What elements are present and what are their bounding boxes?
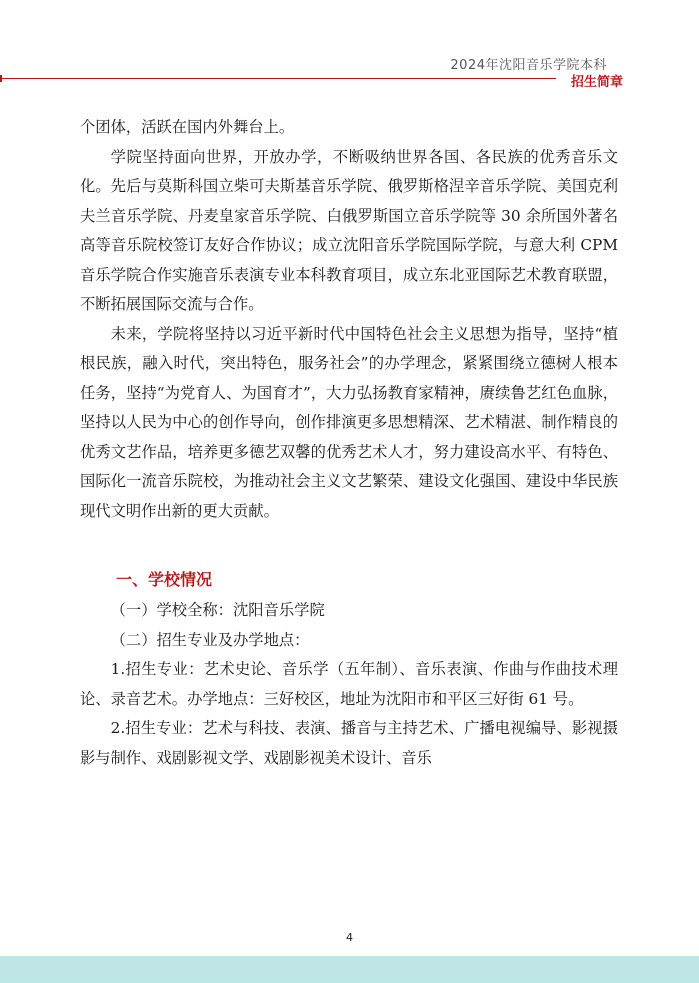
footer-band xyxy=(0,956,699,983)
paragraph-international: 学院坚持面向世界，开放办学，不断吸纳世界各国、各民族的优秀音乐文化。先后与莫斯科国立柴可夫斯基音乐学院、俄罗斯格涅辛音乐学院、美国克利夫兰音乐学院、丹麦皇家音乐学院、白俄罗斯国立音乐学院等 30 余所国外著名高等音乐院校签订友好合作协议；成立沈阳音乐学院国际学院，与意大利 CPM 音乐学院合作实施音乐表演专业本科教育项目，成立东北亚国际艺术教育联盟，不断拓展国际交流与合作。 xyxy=(80,147,618,313)
section-item-school-name: （一）学校全称：沈阳音乐学院 xyxy=(110,601,325,619)
paragraph-continuation: 个团体，活跃在国内外舞台上。 xyxy=(80,118,295,136)
document-header-tab: 招生简章 xyxy=(570,75,623,90)
header-divider-endcap xyxy=(0,75,2,82)
section-item-majors-heading: （二）招生专业及办学地点： xyxy=(110,630,310,649)
page-body xyxy=(80,113,618,773)
section-item-majors-1: 1.招生专业：艺术史论、音乐学（五年制）、音乐表演、作曲与作曲技术理论、录音艺术。办学地点：三好校区，地址为沈阳市和平区三好街 61 号。 xyxy=(80,660,618,708)
section-item-majors-2: 2.招生专业：艺术与科技、表演、播音与主持艺术、广播电视编导、影视摄影与制作、戏剧影视文学、戏剧影视美术设计、音乐 xyxy=(80,719,618,767)
page-number: 4 xyxy=(346,931,353,944)
header-divider xyxy=(0,78,556,79)
document-header-title: 2024年沈阳音乐学院本科 xyxy=(450,58,607,73)
paragraph-future: 未来，学院将坚持以习近平新时代中国特色社会主义思想为指导，坚持“植根民族，融入时代，突出特色，服务社会”的办学理念，紧紧围绕立德树人根本任务，坚持“为党育人、为国育才”，大力弘扬教育家精神，赓续鲁艺红色血脉，坚持以人民为中心的创作导向，创作排演更多思想精深、艺术精湛、制作精良的优秀文艺作品，培养更多德艺双馨的优秀艺术人才，努力建设高水平、有特色、国际化一流音乐院校，为推动社会主义文艺繁荣、建设文化强国、建设中华民族现代文明作出新的更大贡献。 xyxy=(80,324,618,520)
section-heading: 一、学校情况 xyxy=(116,570,213,589)
